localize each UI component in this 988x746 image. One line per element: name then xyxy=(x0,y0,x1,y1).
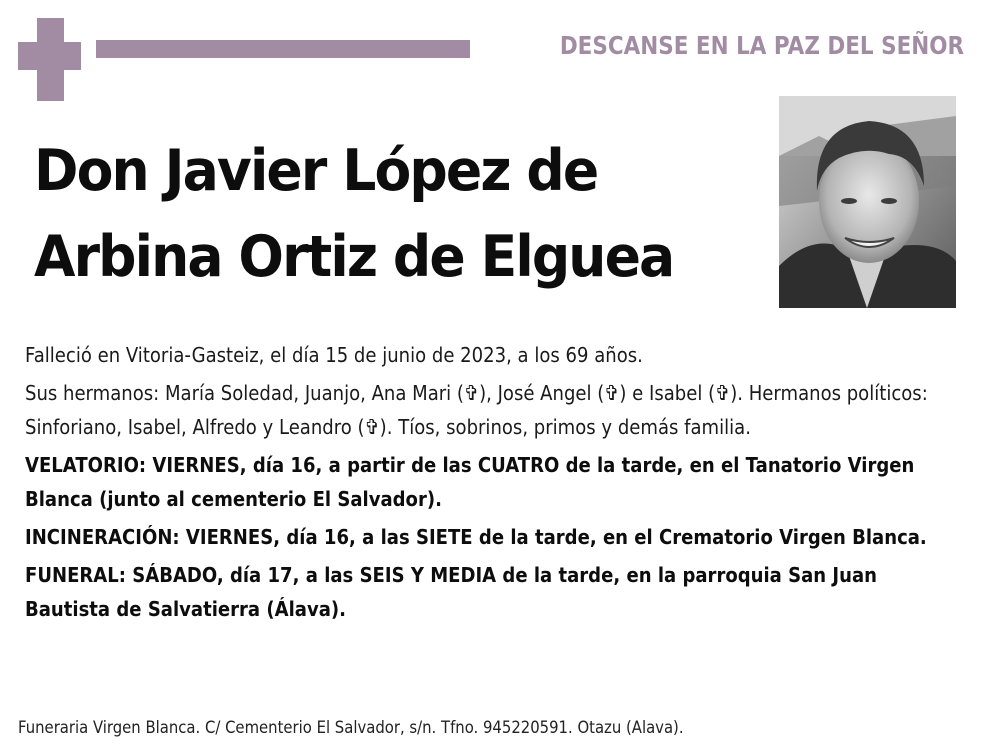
funeral-paragraph: FUNERAL: SÁBADO, día 17, a las SEIS Y MEDIA de la tarde, en la parroquia San Juan Bautista de Salvatierra (Álava). xyxy=(25,563,877,621)
portrait-photo-icon xyxy=(779,96,956,308)
cross-horizontal-bar xyxy=(18,42,81,70)
name-line-2: Arbina Ortiz de Elguea xyxy=(34,224,674,290)
death-paragraph: Falleció en Vitoria-Gasteiz, el día 15 de junio de 2023, a los 69 años. xyxy=(25,343,643,367)
header-rule xyxy=(96,40,470,58)
wake-paragraph: VELATORIO: VIERNES, día 16, a partir de las CUATRO de la tarde, en el Tanatorio Virgen Blanca (junto al cementerio El Salvador). xyxy=(25,453,915,511)
cremation-paragraph: INCINERACIÓN: VIERNES, día 16, a las SIETE de la tarde, en el Crematorio Virgen Blanca. xyxy=(25,525,927,549)
header-title: DESCANSE EN LA PAZ DEL SEÑOR xyxy=(559,31,964,60)
name-line-1: Don Javier López de xyxy=(34,138,598,204)
portrait-photo xyxy=(779,96,956,308)
funeral-home-footer: Funeraria Virgen Blanca. C/ Cementerio El Salvador, s/n. Tfno. 945220591. Otazu (Alava). xyxy=(18,718,684,737)
obituary-body xyxy=(25,338,965,630)
deceased-name xyxy=(34,128,673,300)
family-paragraph: Sus hermanos: María Soledad, Juanjo, Ana Mari (✞), José Angel (✞) e Isabel (✞). Hermanos políticos: Sinforiano, Isabel, Alfredo y Leandro (✞). Tíos, sobrinos, primos y demás familia. xyxy=(25,381,928,439)
